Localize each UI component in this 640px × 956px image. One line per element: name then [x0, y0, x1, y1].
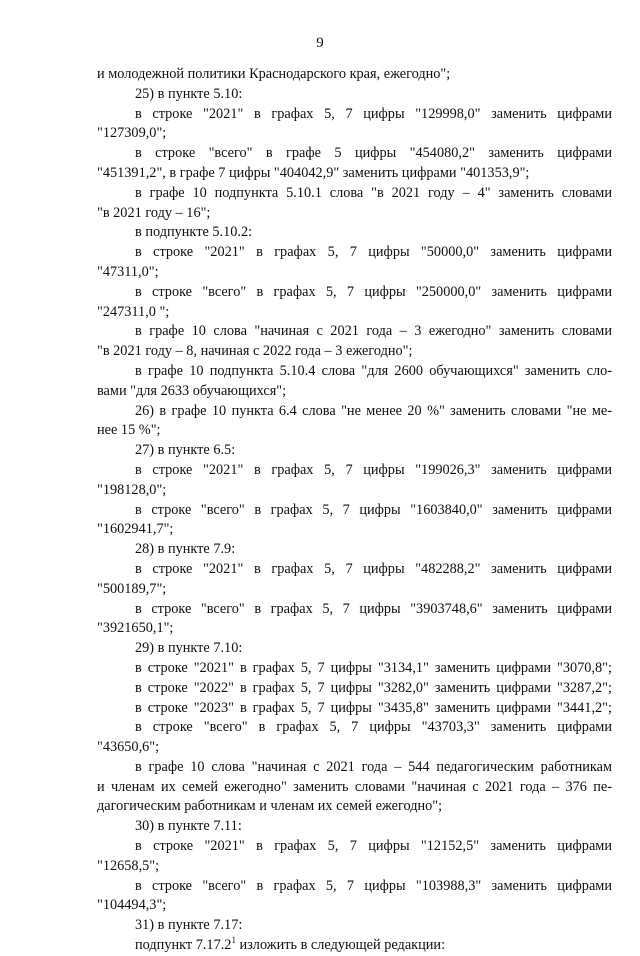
paragraph-line: в строке "всего" в графах 5, 7 цифры "250000,0" заменить цифрами: [135, 283, 612, 300]
paragraph-line: в строке "всего" в графах 5, 7 цифры "1603840,0" заменить цифрами: [135, 501, 612, 518]
paragraph-line: в строке "2021" в графах 5, 7 цифры "199026,3" заменить цифрами: [135, 461, 612, 478]
paragraph-line: в строке "всего" в графах 5, 7 цифры "103988,3" заменить цифрами: [135, 877, 612, 894]
page-number: 9: [316, 35, 324, 51]
paragraph-line: в строке "всего" в графе 5 цифры "454080,2" заменить цифрами: [135, 145, 612, 162]
paragraph-line: "в 2021 году – 16";: [97, 204, 211, 221]
paragraph-line: дагогическим работникам и членам их семей ежегодно";: [97, 798, 443, 815]
paragraph-line: "47311,0";: [97, 263, 159, 280]
paragraph-line: в строке "2023" в графах 5, 7 цифры "3435,8" заменить цифрами "3441,2";: [135, 699, 612, 716]
superscript-1: 1: [231, 935, 236, 946]
paragraph-line: в графе 10 подпункта 5.10.1 слова "в 2021 году – 4" заменить словами: [135, 184, 612, 201]
paragraph-line: вами "для 2633 обучающихся";: [97, 382, 287, 399]
paragraph-line: 31) в пункте 7.17:: [135, 917, 243, 934]
paragraph-line: "198128,0";: [97, 481, 167, 498]
paragraph-line: в строке "2022" в графах 5, 7 цифры "3282,0" заменить цифрами "3287,2";: [135, 679, 612, 696]
paragraph-line: в строке "всего" в графах 5, 7 цифры "43703,3" заменить цифрами: [135, 719, 612, 736]
paragraph-line: 30) в пункте 7.11:: [135, 818, 242, 835]
paragraph-line: в графе 10 слова "начиная с 2021 года – 544 педагогическим работникам: [135, 758, 612, 775]
paragraph-line: нее 15 %";: [97, 422, 161, 439]
paragraph-line: "1602941,7";: [97, 521, 174, 538]
paragraph-line: в подпункте 5.10.2:: [135, 224, 253, 241]
paragraph-line: "12658,5";: [97, 857, 160, 874]
paragraph-line: в строке "2021" в графах 5, 7 цифры "3134,1" заменить цифрами "3070,8";: [135, 659, 612, 676]
paragraph-line: 29) в пункте 7.10:: [135, 640, 243, 657]
paragraph-line: "43650,6";: [97, 739, 160, 756]
paragraph-line: "247311,0 ";: [97, 303, 170, 320]
paragraph-line: "3921650,1";: [97, 620, 174, 637]
paragraph-line: "127309,0";: [97, 125, 167, 142]
paragraph-line: в графе 10 подпункта 5.10.4 слова "для 2600 обучающихся" заменить сло-: [135, 362, 612, 379]
paragraph-line: в строке "2021" в графах 5, 7 цифры "129998,0" заменить цифрами: [135, 105, 612, 122]
paragraph-line: "451391,2", в графе 7 цифры "404042,9" заменить цифрами "401353,9";: [97, 164, 530, 181]
paragraph-line: "104494,3";: [97, 897, 167, 914]
paragraph-line: в графе 10 слова "начиная с 2021 года – 3 ежегодно" заменить словами: [135, 323, 612, 340]
paragraph-line: и молодежной политики Краснодарского края, ежегодно";: [97, 66, 451, 82]
subpoint-rest: изложить в следующей редакции:: [235, 937, 446, 954]
paragraph-line: в строке "всего" в графах 5, 7 цифры "3903748,6" заменить цифрами: [135, 600, 612, 617]
paragraph-line: 26) в графе 10 пункта 6.4 слова "не менее 20 %" заменить словами "не ме-: [135, 402, 612, 419]
paragraph-line: в строке "2021" в графах 5, 7 цифры "12152,5" заменить цифрами: [135, 838, 612, 855]
paragraph-line-last: [97, 936, 612, 956]
paragraph-line: 28) в пункте 7.9:: [135, 541, 236, 558]
paragraph-line: в строке "2021" в графах 5, 7 цифры "50000,0" заменить цифрами: [135, 244, 612, 261]
paragraph-line: "в 2021 году – 8, начиная с 2022 года – 3 ежегодно";: [97, 343, 413, 360]
subpoint-ref: подпункт 7.17.2: [135, 937, 232, 954]
paragraph-line: в строке "2021" в графах 5, 7 цифры "482288,2" заменить цифрами: [135, 560, 612, 577]
paragraph-line: 27) в пункте 6.5:: [135, 442, 236, 459]
paragraph-line: "500189,7";: [97, 580, 167, 597]
document-body: [97, 65, 612, 956]
paragraph-line: 25) в пункте 5.10:: [135, 85, 243, 102]
paragraph-line: и членам их семей ежегодно" заменить словами "начиная с 2021 года – 376 пе-: [97, 778, 612, 795]
